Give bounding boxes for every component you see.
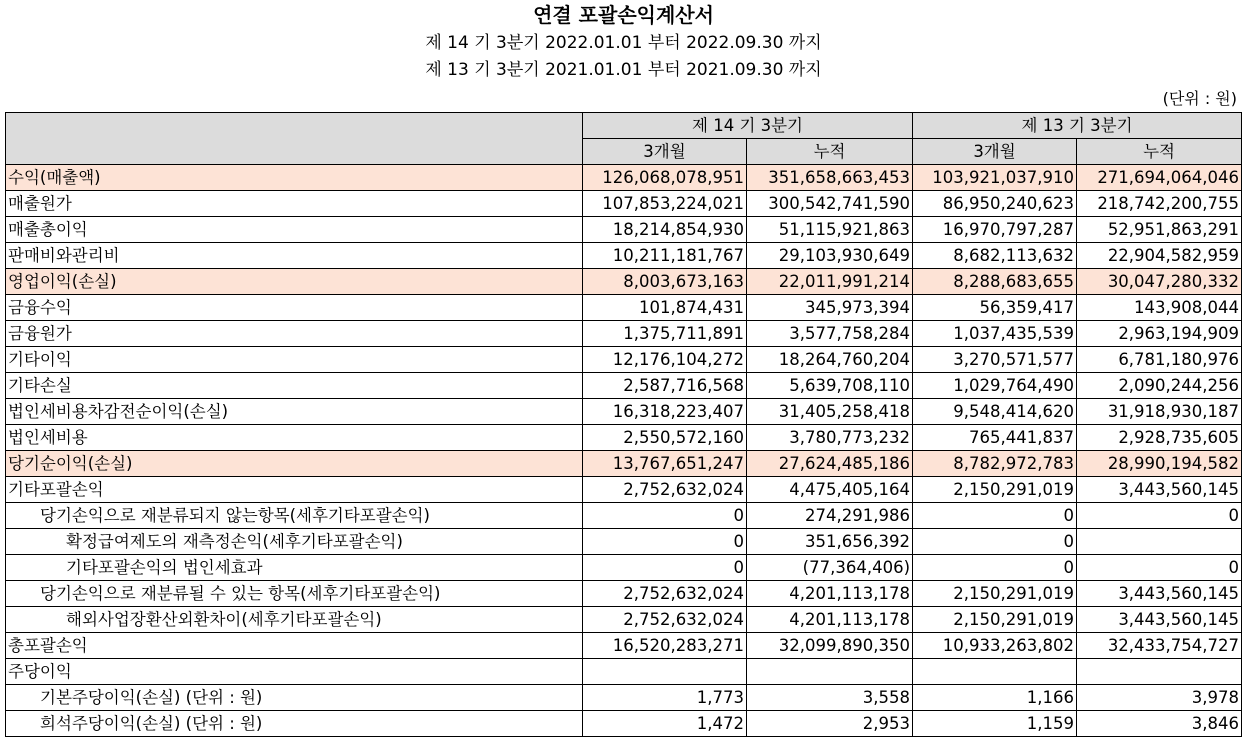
account-label: 기타이익 xyxy=(6,347,583,373)
value-14-three-month: 107,853,224,021 xyxy=(583,191,747,217)
value-13-three-month: 103,921,037,910 xyxy=(913,165,1077,191)
value-14-cumulative: 4,201,113,178 xyxy=(747,581,913,607)
account-label: 주당이익 xyxy=(6,659,583,685)
table-row xyxy=(6,425,1242,451)
table-row xyxy=(6,711,1242,737)
account-label: 법인세비용 xyxy=(6,425,583,451)
value-13-cumulative xyxy=(1077,529,1242,555)
value-14-three-month: 1,773 xyxy=(583,685,747,711)
value-13-three-month: 8,288,683,655 xyxy=(913,269,1077,295)
value-14-three-month xyxy=(583,659,747,685)
value-13-three-month: 16,970,797,287 xyxy=(913,217,1077,243)
value-14-cumulative: 345,973,394 xyxy=(747,295,913,321)
value-13-cumulative: 28,990,194,582 xyxy=(1077,451,1242,477)
value-14-cumulative: 274,291,986 xyxy=(747,503,913,529)
value-14-three-month: 8,003,673,163 xyxy=(583,269,747,295)
account-label: 총포괄손익 xyxy=(6,633,583,659)
value-13-three-month: 86,950,240,623 xyxy=(913,191,1077,217)
table-row xyxy=(6,477,1242,503)
table-row xyxy=(6,243,1242,269)
table-row xyxy=(6,191,1242,217)
table-row xyxy=(6,217,1242,243)
account-label: 기타포괄손익 xyxy=(6,477,583,503)
value-14-cumulative: 31,405,258,418 xyxy=(747,399,913,425)
value-13-three-month: 8,782,972,783 xyxy=(913,451,1077,477)
table-row xyxy=(6,555,1242,581)
table-row xyxy=(6,529,1242,555)
value-13-three-month: 3,270,571,577 xyxy=(913,347,1077,373)
account-label: 기타손실 xyxy=(6,373,583,399)
value-14-cumulative: 4,201,113,178 xyxy=(747,607,913,633)
value-13-cumulative: 0 xyxy=(1077,503,1242,529)
account-label: 매출원가 xyxy=(6,191,583,217)
value-14-three-month: 18,214,854,930 xyxy=(583,217,747,243)
value-13-cumulative: 143,908,044 xyxy=(1077,295,1242,321)
value-14-cumulative: 3,780,773,232 xyxy=(747,425,913,451)
value-13-three-month: 1,029,764,490 xyxy=(913,373,1077,399)
value-13-three-month: 0 xyxy=(913,503,1077,529)
value-13-cumulative: 2,928,735,605 xyxy=(1077,425,1242,451)
value-13-cumulative: 2,963,194,909 xyxy=(1077,321,1242,347)
value-13-cumulative: 0 xyxy=(1077,555,1242,581)
value-14-cumulative: 351,658,663,453 xyxy=(747,165,913,191)
value-14-three-month: 16,520,283,271 xyxy=(583,633,747,659)
table-row xyxy=(6,685,1242,711)
table-row xyxy=(6,373,1242,399)
account-label: 희석주당이익(손실) (단위 : 원) xyxy=(6,711,583,737)
value-14-cumulative: 3,577,758,284 xyxy=(747,321,913,347)
table-row xyxy=(6,659,1242,685)
value-13-cumulative: 32,433,754,727 xyxy=(1077,633,1242,659)
value-14-cumulative: 4,475,405,164 xyxy=(747,477,913,503)
value-14-three-month: 2,550,572,160 xyxy=(583,425,747,451)
value-14-three-month: 0 xyxy=(583,503,747,529)
value-14-three-month: 2,752,632,024 xyxy=(583,581,747,607)
value-13-three-month: 1,166 xyxy=(913,685,1077,711)
account-label: 금융수익 xyxy=(6,295,583,321)
value-13-cumulative: 3,443,560,145 xyxy=(1077,477,1242,503)
table-row xyxy=(6,269,1242,295)
account-label: 당기순이익(손실) xyxy=(6,451,583,477)
table-row xyxy=(6,503,1242,529)
header-13-cumulative: 누적 xyxy=(1077,139,1242,165)
account-label: 확정급여제도의 재측정손익(세후기타포괄손익) xyxy=(6,529,583,555)
account-label: 매출총이익 xyxy=(6,217,583,243)
value-13-cumulative: 31,918,930,187 xyxy=(1077,399,1242,425)
table-row xyxy=(6,321,1242,347)
value-13-three-month: 0 xyxy=(913,555,1077,581)
value-13-three-month: 1,159 xyxy=(913,711,1077,737)
value-14-three-month: 2,752,632,024 xyxy=(583,477,747,503)
value-13-cumulative: 52,951,863,291 xyxy=(1077,217,1242,243)
value-13-three-month: 9,548,414,620 xyxy=(913,399,1077,425)
value-13-cumulative: 271,694,064,046 xyxy=(1077,165,1242,191)
header-14-three-month: 3개월 xyxy=(583,139,747,165)
header-13-three-month: 3개월 xyxy=(913,139,1077,165)
value-14-cumulative: 27,624,485,186 xyxy=(747,451,913,477)
value-14-three-month: 1,375,711,891 xyxy=(583,321,747,347)
statement-title: 연결 포괄손익계산서 xyxy=(533,3,714,27)
value-13-three-month: 56,359,417 xyxy=(913,295,1077,321)
table-row xyxy=(6,581,1242,607)
value-13-cumulative: 6,781,180,976 xyxy=(1077,347,1242,373)
table-row xyxy=(6,607,1242,633)
value-13-three-month xyxy=(913,659,1077,685)
value-13-cumulative: 30,047,280,332 xyxy=(1077,269,1242,295)
account-label: 금융원가 xyxy=(6,321,583,347)
account-label: 당기손익으로 재분류되지 않는항목(세후기타포괄손익) xyxy=(6,503,583,529)
prior-period-range: 제 13 기 3분기 2021.01.01 부터 2021.09.30 까지 xyxy=(425,60,822,80)
value-14-three-month: 101,874,431 xyxy=(583,295,747,321)
value-13-cumulative: 2,090,244,256 xyxy=(1077,373,1242,399)
table-row xyxy=(6,451,1242,477)
account-label: 당기손익으로 재분류될 수 있는 항목(세후기타포괄손익) xyxy=(6,581,583,607)
value-13-three-month: 2,150,291,019 xyxy=(913,581,1077,607)
account-label: 수익(매출액) xyxy=(6,165,583,191)
value-13-three-month: 765,441,837 xyxy=(913,425,1077,451)
table-row xyxy=(6,165,1242,191)
account-label: 영업이익(손실) xyxy=(6,269,583,295)
table-row xyxy=(6,295,1242,321)
value-14-three-month: 10,211,181,767 xyxy=(583,243,747,269)
account-label: 법인세비용차감전순이익(손실) xyxy=(6,399,583,425)
unit-label: (단위 : 원) xyxy=(1162,89,1237,108)
value-14-cumulative: 29,103,930,649 xyxy=(747,243,913,269)
value-14-three-month: 0 xyxy=(583,555,747,581)
value-14-cumulative: 5,639,708,110 xyxy=(747,373,913,399)
value-14-cumulative: 22,011,991,214 xyxy=(747,269,913,295)
value-13-three-month: 10,933,263,802 xyxy=(913,633,1077,659)
account-label: 해외사업장환산외환차이(세후기타포괄손익) xyxy=(6,607,583,633)
value-14-cumulative: 2,953 xyxy=(747,711,913,737)
value-14-three-month: 12,176,104,272 xyxy=(583,347,747,373)
value-14-cumulative: 300,542,741,590 xyxy=(747,191,913,217)
value-13-cumulative: 3,443,560,145 xyxy=(1077,607,1242,633)
value-14-three-month: 1,472 xyxy=(583,711,747,737)
value-13-cumulative: 3,978 xyxy=(1077,685,1242,711)
value-14-three-month: 2,752,632,024 xyxy=(583,607,747,633)
value-14-cumulative xyxy=(747,659,913,685)
value-13-cumulative: 3,846 xyxy=(1077,711,1242,737)
value-13-cumulative: 3,443,560,145 xyxy=(1077,581,1242,607)
value-14-cumulative: 3,558 xyxy=(747,685,913,711)
value-14-three-month: 0 xyxy=(583,529,747,555)
value-13-cumulative: 218,742,200,755 xyxy=(1077,191,1242,217)
header-period-14: 제 14 기 3분기 xyxy=(583,113,913,139)
value-14-three-month: 16,318,223,407 xyxy=(583,399,747,425)
value-13-cumulative xyxy=(1077,659,1242,685)
header-14-cumulative: 누적 xyxy=(747,139,913,165)
value-13-three-month: 1,037,435,539 xyxy=(913,321,1077,347)
income-statement-table xyxy=(5,112,1242,737)
value-14-three-month: 126,068,078,951 xyxy=(583,165,747,191)
account-label: 기타포괄손익의 법인세효과 xyxy=(6,555,583,581)
header-account-cell xyxy=(6,113,583,165)
value-14-cumulative: 51,115,921,863 xyxy=(747,217,913,243)
value-13-three-month: 2,150,291,019 xyxy=(913,607,1077,633)
value-14-three-month: 13,767,651,247 xyxy=(583,451,747,477)
value-14-cumulative: (77,364,406) xyxy=(747,555,913,581)
value-13-cumulative: 22,904,582,959 xyxy=(1077,243,1242,269)
table-row xyxy=(6,633,1242,659)
header-period-13: 제 13 기 3분기 xyxy=(913,113,1242,139)
current-period-range: 제 14 기 3분기 2022.01.01 부터 2022.09.30 까지 xyxy=(425,33,822,53)
table-row xyxy=(6,399,1242,425)
value-13-three-month: 8,682,113,632 xyxy=(913,243,1077,269)
table-row xyxy=(6,347,1242,373)
value-14-cumulative: 351,656,392 xyxy=(747,529,913,555)
value-13-three-month: 2,150,291,019 xyxy=(913,477,1077,503)
account-label: 기본주당이익(손실) (단위 : 원) xyxy=(6,685,583,711)
value-14-cumulative: 32,099,890,350 xyxy=(747,633,913,659)
value-14-three-month: 2,587,716,568 xyxy=(583,373,747,399)
value-13-three-month: 0 xyxy=(913,529,1077,555)
account-label: 판매비와관리비 xyxy=(6,243,583,269)
value-14-cumulative: 18,264,760,204 xyxy=(747,347,913,373)
header-row-periods xyxy=(6,113,1242,139)
